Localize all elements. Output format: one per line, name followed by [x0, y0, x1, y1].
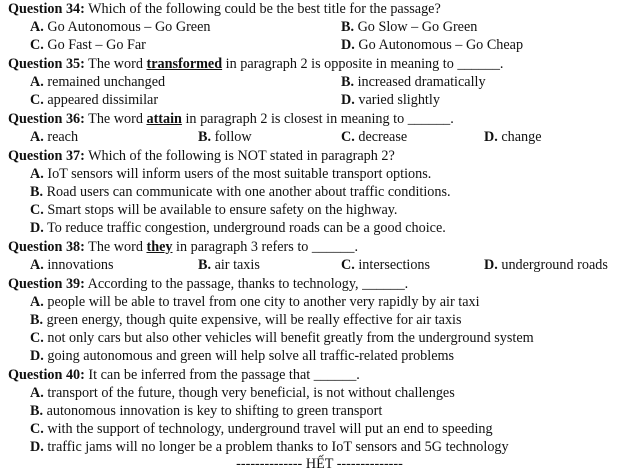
question-40: Question 40: It can be inferred from the passage that ______. — [8, 367, 360, 383]
option-c: C. Go Fast – Go Far — [30, 37, 146, 53]
option-d: D. change — [484, 129, 542, 145]
option-b: B. autonomous innovation is key to shifting to green transport — [30, 403, 383, 419]
keyword: attain — [146, 111, 182, 127]
option-a: A. transport of the future, though very beneficial, is not without challenges — [30, 385, 455, 401]
options-34-row-2 — [0, 36, 639, 54]
option-c: C. appeared dissimilar — [30, 92, 159, 108]
option-b: B. air taxis — [198, 257, 260, 273]
options-35-row-1 — [0, 73, 639, 91]
option-a: A. reach — [30, 129, 79, 145]
option-c: C. with the support of technology, underground travel will put an end to speeding — [30, 421, 493, 437]
question-label: Question 36: — [8, 111, 85, 127]
option-b: B. Go Slow – Go Green — [341, 19, 478, 35]
question-label: Question 39: — [8, 276, 85, 292]
question-text: Which of the following could be the best title for the passage? — [84, 1, 441, 17]
question-label: Question 35: — [8, 56, 85, 72]
option-b: B. Road users can communicate with one another about traffic conditions. — [30, 184, 451, 200]
option-a: A. people will be able to travel from one city to another very rapidly by air taxi — [30, 294, 480, 310]
option-d: D. underground roads — [484, 257, 608, 273]
question-label: Question 40: — [8, 367, 85, 383]
options-38-row — [0, 256, 639, 274]
option-d: D. going autonomous and green will help solve all traffic-related problems — [30, 348, 455, 364]
question-37: Question 37: Which of the following is NOT stated in paragraph 2? — [8, 148, 395, 164]
keyword: transformed — [146, 56, 223, 72]
option-c: C. intersections — [341, 257, 431, 273]
option-c: C. decrease — [341, 129, 408, 145]
keyword: they — [146, 239, 173, 255]
option-c: C. not only cars but also other vehicles will benefit greatly from the underground system — [30, 330, 534, 346]
question-38: Question 38: The word they in paragraph 3 refers to ______. — [8, 239, 359, 255]
options-36-row — [0, 128, 639, 146]
question-label: Question 34: — [8, 1, 85, 17]
option-d: D. varied slightly — [341, 92, 440, 108]
option-a: A. remained unchanged — [30, 74, 166, 90]
end-marker: -------------- HẾT -------------- — [236, 456, 403, 472]
option-c: C. Smart stops will be available to ensure safety on the highway. — [30, 202, 398, 218]
question-label: Question 37: — [8, 148, 85, 164]
option-b: B. follow — [198, 129, 252, 145]
question-39: Question 39: According to the passage, thanks to technology, ______. — [8, 276, 409, 292]
option-b: B. increased dramatically — [341, 74, 486, 90]
option-a: A. Go Autonomous – Go Green — [30, 19, 211, 35]
option-d: D. Go Autonomous – Go Cheap — [341, 37, 524, 53]
option-d: D. traffic jams will no longer be a problem thanks to IoT sensors and 5G technology — [30, 439, 509, 455]
question-label: Question 38: — [8, 239, 85, 255]
question-35: Question 35: The word transformed in paragraph 2 is opposite in meaning to ______. — [8, 56, 504, 72]
question-34 — [8, 0, 639, 18]
options-34-row-1 — [0, 18, 639, 36]
option-b: B. green energy, though quite expensive, will be really effective for air taxis — [30, 312, 462, 328]
option-d: D. To reduce traffic congestion, underground roads can be a good choice. — [30, 220, 446, 236]
question-36: Question 36: The word attain in paragraph 2 is closest in meaning to ______. — [8, 111, 454, 127]
option-a: A. IoT sensors will inform users of the most suitable transport options. — [30, 166, 432, 182]
options-35-row-2 — [0, 91, 639, 109]
option-a: A. innovations — [30, 257, 114, 273]
